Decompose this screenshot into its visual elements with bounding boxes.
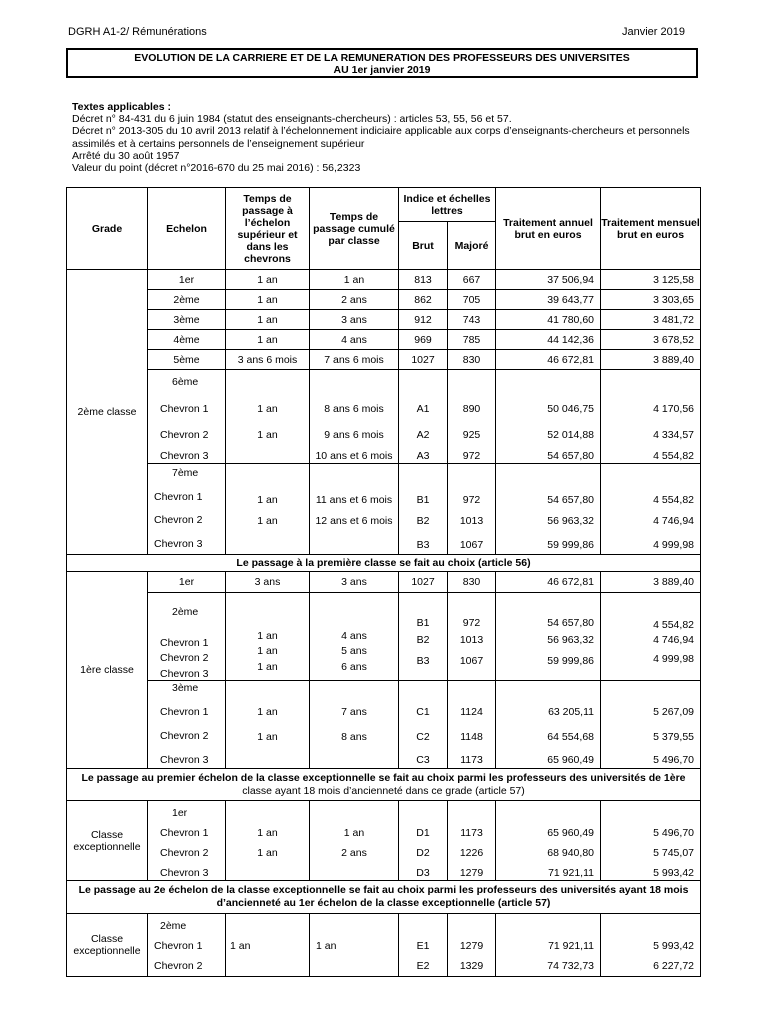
brut-block xyxy=(399,593,448,681)
note-exceptional-1 xyxy=(67,769,701,801)
brut-cell: C1 xyxy=(416,706,430,718)
mensuel-block xyxy=(601,914,701,977)
table-block xyxy=(67,593,701,681)
temps-cell: 1 an xyxy=(257,494,278,506)
table-row xyxy=(67,290,701,310)
temps-cell: 1 an xyxy=(257,630,278,642)
majore-block xyxy=(448,464,496,555)
cumul-cell: 4 ans xyxy=(310,330,399,350)
majore-block xyxy=(448,681,496,769)
cumul-cell: 1 an xyxy=(343,827,365,839)
text-decree-1984: Décret n° 84-431 du 6 juin 1984 (statut des enseignants-chercheurs) : articles 53, 55, 56 et 57. xyxy=(72,113,512,126)
cumul-block xyxy=(310,801,399,881)
cumul-cell: 9 ans 6 mois xyxy=(324,429,384,441)
temps-cell: 1 an xyxy=(257,403,278,415)
majore-block xyxy=(448,914,496,977)
note-row xyxy=(67,769,701,801)
brut-block xyxy=(399,914,448,977)
chevron-label: Chevron 2 xyxy=(154,514,203,526)
brut-block xyxy=(399,370,448,464)
mensuel-cell: 3 481,72 xyxy=(601,310,701,330)
texts-heading: Textes applicables : xyxy=(72,101,172,113)
majore-cell: 667 xyxy=(448,270,496,290)
chevron-label: Chevron 3 xyxy=(160,867,209,879)
table-block xyxy=(67,681,701,769)
note-first-class: Le passage à la première classe se fait au choix (article 56) xyxy=(67,555,701,572)
majore-cell: 1329 xyxy=(459,960,484,972)
annuel-cell: 54 657,80 xyxy=(547,450,594,462)
document-title xyxy=(66,48,698,78)
majore-cell: 1173 xyxy=(460,827,483,839)
cumul-cell: 7 ans 6 mois xyxy=(310,350,399,370)
temps-cell: 1 an xyxy=(257,847,278,859)
table-block xyxy=(67,370,701,464)
brut-cell: B3 xyxy=(416,539,430,551)
temps-cell: 3 ans xyxy=(226,572,310,593)
chevron-label: Chevron 1 xyxy=(160,637,209,649)
majore-cell: 830 xyxy=(448,350,496,370)
col-majore: Majoré xyxy=(448,222,496,270)
grade-cell-2eme: 2ème classe xyxy=(67,270,148,555)
brut-cell: 1027 xyxy=(399,350,448,370)
majore-cell: 1067 xyxy=(459,539,484,551)
chevron-label: Chevron 3 xyxy=(160,450,209,462)
cumul-block xyxy=(310,914,399,977)
salary-table xyxy=(66,187,701,977)
note-line: Le passage au 2e échelon de la classe exceptionnelle se fait au choix parmi les professeurs des universités ayant 18 mois xyxy=(78,884,689,896)
brut-cell: B1 xyxy=(416,494,430,506)
text-arrete-1957: Arrêté du 30 août 1957 xyxy=(72,149,180,162)
cumul-block xyxy=(310,370,399,464)
table-block xyxy=(67,914,701,977)
brut-cell: B3 xyxy=(416,655,430,667)
cumul-cell: 3 ans xyxy=(310,572,399,593)
col-grade: Grade xyxy=(67,188,148,270)
echelon-cell: 1er xyxy=(148,270,226,290)
annuel-cell: 44 142,36 xyxy=(496,330,601,350)
mensuel-cell: 4 334,57 xyxy=(653,429,694,441)
cumul-block xyxy=(310,464,399,555)
annuel-cell: 56 963,32 xyxy=(547,515,594,527)
brut-cell: 813 xyxy=(399,270,448,290)
cumul-cell: 2 ans xyxy=(310,290,399,310)
mensuel-cell: 5 745,07 xyxy=(653,847,694,859)
brut-block xyxy=(399,681,448,769)
grade-cell-exceptionnelle-1: Classe exceptionnelle xyxy=(67,801,148,881)
temps-cell: 3 ans 6 mois xyxy=(226,350,310,370)
brut-cell: B2 xyxy=(416,515,430,527)
temps-cell: 1 an xyxy=(226,290,310,310)
annuel-cell: 74 732,73 xyxy=(547,960,594,972)
annuel-cell: 54 657,80 xyxy=(547,494,594,506)
cumul-cell: 7 ans xyxy=(341,706,367,718)
majore-cell: 972 xyxy=(462,617,481,629)
text-decree-2013-cont: assimilés et à certains personnels de l’enseignement supérieur xyxy=(72,137,365,150)
majore-cell: 1279 xyxy=(459,867,484,879)
chevron-label: Chevron 1 xyxy=(160,827,209,839)
note-row xyxy=(67,881,701,914)
annuel-cell: 56 963,32 xyxy=(547,634,594,646)
annuel-block xyxy=(496,801,601,881)
majore-cell: 1067 xyxy=(459,655,484,667)
majore-cell: 830 xyxy=(448,572,496,593)
mensuel-cell: 3 889,40 xyxy=(601,350,701,370)
annuel-cell: 37 506,94 xyxy=(496,270,601,290)
annuel-cell: 71 921,11 xyxy=(548,867,594,879)
mensuel-cell: 4 746,94 xyxy=(653,515,694,527)
mensuel-cell: 4 554,82 xyxy=(653,494,694,506)
brut-cell: A1 xyxy=(416,403,430,415)
cumul-cell: 8 ans 6 mois xyxy=(324,403,384,415)
temps-block xyxy=(226,914,310,977)
annuel-cell: 59 999,86 xyxy=(547,655,594,667)
grade-cell-exceptionnelle-2: Classe exceptionnelle xyxy=(67,914,148,977)
mensuel-block xyxy=(601,801,701,881)
mensuel-cell: 4 554,82 xyxy=(653,619,694,631)
annuel-cell: 46 672,81 xyxy=(496,350,601,370)
majore-block xyxy=(448,593,496,681)
temps-cell: 1 an xyxy=(257,645,278,657)
chevron-label: Chevron 3 xyxy=(154,538,203,550)
majore-cell: 1148 xyxy=(460,731,483,743)
echelon-cell: 1er xyxy=(148,572,226,593)
annuel-cell: 41 780,60 xyxy=(496,310,601,330)
col-annuel: Traitement annuel brut en euros xyxy=(496,188,601,270)
temps-cell: 1 an xyxy=(257,706,278,718)
title-line-1: EVOLUTION DE LA CARRIERE ET DE LA REMUNERATION DES PROFESSEURS DES UNIVERSITES xyxy=(134,52,630,64)
annuel-block xyxy=(496,914,601,977)
brut-cell: C3 xyxy=(416,754,430,766)
echelon-block xyxy=(148,464,226,555)
echelon-block xyxy=(148,370,226,464)
note-line: classe ayant 18 mois d’ancienneté dans ce grade (article 57) xyxy=(242,784,525,797)
title-line-2: AU 1er janvier 2019 xyxy=(333,64,431,76)
annuel-cell: 54 657,80 xyxy=(547,617,594,629)
echelon-label: 3ème xyxy=(172,682,199,694)
temps-block xyxy=(226,593,310,681)
chevron-label: Chevron 1 xyxy=(154,491,203,503)
chevron-label: Chevron 2 xyxy=(154,960,203,972)
temps-cell: 1 an xyxy=(257,429,278,441)
header-service: DGRH A1-2/ Rémunérations xyxy=(68,26,207,38)
table-row xyxy=(67,330,701,350)
mensuel-cell: 5 993,42 xyxy=(653,940,694,952)
temps-cell: 1 an xyxy=(257,731,278,743)
col-indice: Indice et échelles lettres xyxy=(399,188,496,222)
brut-cell: 862 xyxy=(399,290,448,310)
brut-cell: D1 xyxy=(416,827,430,839)
majore-cell: 743 xyxy=(448,310,496,330)
echelon-cell: 4ème xyxy=(148,330,226,350)
mensuel-cell: 6 227,72 xyxy=(653,960,694,972)
annuel-cell: 64 554,68 xyxy=(547,731,594,743)
majore-cell: 1013 xyxy=(459,634,484,646)
brut-cell: D2 xyxy=(416,847,430,859)
temps-cell: 1 an xyxy=(230,940,251,952)
table-row xyxy=(67,270,701,290)
annuel-block xyxy=(496,370,601,464)
cumul-cell: 2 ans xyxy=(341,847,367,859)
mensuel-cell: 4 999,98 xyxy=(653,539,694,551)
temps-block xyxy=(226,370,310,464)
mensuel-cell: 4 999,98 xyxy=(653,653,694,665)
annuel-cell: 65 960,49 xyxy=(547,827,594,839)
note-exceptional-2 xyxy=(67,881,701,914)
brut-cell: 1027 xyxy=(399,572,448,593)
majore-cell: 972 xyxy=(462,450,481,462)
cumul-cell: 5 ans xyxy=(341,645,367,657)
brut-cell: C2 xyxy=(416,731,430,743)
majore-cell: 925 xyxy=(462,429,481,441)
annuel-cell: 46 672,81 xyxy=(496,572,601,593)
note-line: Le passage au premier échelon de la classe exceptionnelle se fait au choix parmi les professeurs des universités de 1ère xyxy=(81,771,686,784)
echelon-cell: 3ème xyxy=(148,310,226,330)
mensuel-block xyxy=(601,681,701,769)
brut-cell: 912 xyxy=(399,310,448,330)
table-row xyxy=(67,572,701,593)
col-echelon: Echelon xyxy=(148,188,226,270)
echelon-block xyxy=(148,593,226,681)
brut-cell: 969 xyxy=(399,330,448,350)
echelon-block xyxy=(148,681,226,769)
header-date: Janvier 2019 xyxy=(622,26,685,38)
table-block xyxy=(67,801,701,881)
brut-cell: B2 xyxy=(416,634,430,646)
annuel-cell: 39 643,77 xyxy=(496,290,601,310)
brut-cell: A3 xyxy=(416,450,430,462)
chevron-label: Chevron 3 xyxy=(160,668,209,680)
annuel-cell: 68 940,80 xyxy=(547,847,594,859)
mensuel-cell: 3 889,40 xyxy=(601,572,701,593)
cumul-cell: 11 ans et 6 mois xyxy=(315,494,393,506)
cumul-cell: 12 ans et 6 mois xyxy=(315,515,393,527)
col-mensuel: Traitement mensuel brut en euros xyxy=(601,188,701,270)
brut-cell: A2 xyxy=(416,429,430,441)
mensuel-block xyxy=(601,370,701,464)
brut-cell: B1 xyxy=(416,617,430,629)
cumul-cell: 8 ans xyxy=(341,731,367,743)
mensuel-cell: 5 496,70 xyxy=(653,827,694,839)
cumul-block xyxy=(310,681,399,769)
grade-cell-1ere: 1ère classe xyxy=(67,572,148,769)
brut-cell: E2 xyxy=(416,960,430,972)
annuel-cell: 71 921,11 xyxy=(548,940,594,952)
temps-cell: 1 an xyxy=(257,827,278,839)
table-header-row xyxy=(67,188,701,222)
mensuel-cell: 5 496,70 xyxy=(653,754,694,766)
temps-cell: 1 an xyxy=(226,270,310,290)
echelon-label: 6ème xyxy=(172,376,199,388)
majore-cell: 1013 xyxy=(459,515,484,527)
col-temps: Temps de passage à l’échelon supérieur et dans les chevrons xyxy=(226,188,310,270)
mensuel-cell: 3 303,65 xyxy=(601,290,701,310)
echelon-label: 1er xyxy=(172,807,188,819)
echelon-block xyxy=(148,914,226,977)
majore-cell: 1173 xyxy=(460,754,483,766)
mensuel-cell: 5 993,42 xyxy=(653,867,694,879)
majore-cell: 1124 xyxy=(460,706,483,718)
chevron-label: Chevron 1 xyxy=(160,403,209,415)
brut-block xyxy=(399,801,448,881)
applicable-texts xyxy=(72,101,690,174)
annuel-cell: 65 960,49 xyxy=(547,754,594,766)
chevron-label: Chevron 3 xyxy=(160,754,209,766)
annuel-cell: 63 205,11 xyxy=(548,706,594,718)
echelon-label: 2ème xyxy=(160,920,187,932)
majore-cell: 890 xyxy=(462,403,481,415)
text-point-value: Valeur du point (décret n°2016-670 du 25 mai 2016) : 56,2323 xyxy=(72,162,361,175)
majore-block xyxy=(448,801,496,881)
brut-cell: D3 xyxy=(416,867,430,879)
cumul-cell: 1 an xyxy=(310,270,399,290)
table-row xyxy=(67,350,701,370)
majore-cell: 1226 xyxy=(459,847,484,859)
brut-cell: E1 xyxy=(416,940,430,952)
annuel-cell: 52 014,88 xyxy=(547,429,594,441)
chevron-label: Chevron 1 xyxy=(154,940,203,952)
mensuel-block xyxy=(601,464,701,555)
mensuel-cell: 3 125,58 xyxy=(601,270,701,290)
cumul-cell: 3 ans xyxy=(310,310,399,330)
mensuel-cell: 4 554,82 xyxy=(653,450,694,462)
cumul-cell: 10 ans et 6 mois xyxy=(315,450,393,462)
temps-cell: 1 an xyxy=(257,515,278,527)
mensuel-cell: 5 379,55 xyxy=(653,731,694,743)
note-row xyxy=(67,555,701,572)
echelon-label: 2ème xyxy=(172,606,199,618)
temps-cell: 1 an xyxy=(226,330,310,350)
col-cumul: Temps de passage cumulé par classe xyxy=(310,188,399,270)
annuel-block xyxy=(496,593,601,681)
echelon-label: 7ème xyxy=(172,467,199,479)
chevron-label: Chevron 2 xyxy=(160,730,209,742)
col-brut: Brut xyxy=(399,222,448,270)
chevron-label: Chevron 2 xyxy=(160,847,209,859)
brut-block xyxy=(399,464,448,555)
mensuel-block xyxy=(601,593,701,681)
mensuel-cell: 3 678,52 xyxy=(601,330,701,350)
temps-block xyxy=(226,801,310,881)
annuel-block xyxy=(496,464,601,555)
mensuel-cell: 4 746,94 xyxy=(653,634,694,646)
mensuel-cell: 4 170,56 xyxy=(653,403,694,415)
cumul-block xyxy=(310,593,399,681)
cumul-cell: 4 ans xyxy=(341,630,367,642)
echelon-cell: 5ème xyxy=(148,350,226,370)
table-block xyxy=(67,464,701,555)
text-decree-2013: Décret n° 2013-305 du 10 avril 2013 relatif à l’échelonnement indiciaire applicable aux corps d’enseignants-chercheurs et personnels xyxy=(72,125,690,138)
majore-cell: 705 xyxy=(448,290,496,310)
chevron-label: Chevron 2 xyxy=(160,652,209,664)
temps-block xyxy=(226,681,310,769)
echelon-block xyxy=(148,801,226,881)
temps-cell: 1 an xyxy=(226,310,310,330)
majore-cell: 972 xyxy=(462,494,481,506)
cumul-cell: 1 an xyxy=(316,940,337,952)
chevron-label: Chevron 2 xyxy=(160,429,209,441)
mensuel-cell: 5 267,09 xyxy=(653,706,694,718)
majore-block xyxy=(448,370,496,464)
annuel-block xyxy=(496,681,601,769)
table-row xyxy=(67,310,701,330)
annuel-cell: 50 046,75 xyxy=(547,403,594,415)
cumul-cell: 6 ans xyxy=(341,661,367,673)
echelon-cell: 2ème xyxy=(148,290,226,310)
majore-cell: 1279 xyxy=(459,940,484,952)
majore-cell: 785 xyxy=(448,330,496,350)
note-line: d’ancienneté au 1er échelon de la classe exceptionnelle (article 57) xyxy=(216,897,551,909)
temps-cell: 1 an xyxy=(257,661,278,673)
annuel-cell: 59 999,86 xyxy=(547,539,594,551)
temps-block xyxy=(226,464,310,555)
chevron-label: Chevron 1 xyxy=(160,706,209,718)
